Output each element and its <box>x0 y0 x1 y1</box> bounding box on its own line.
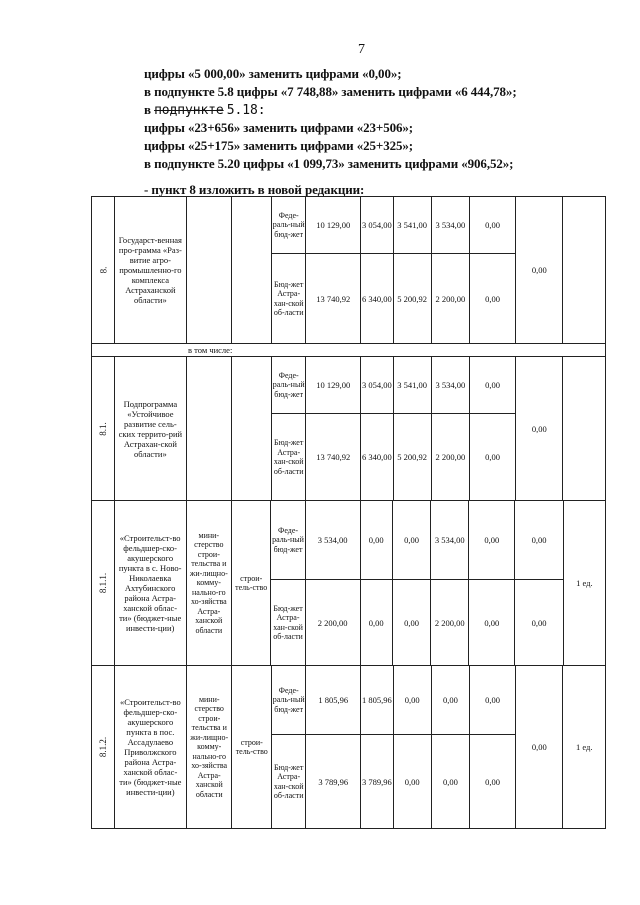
amendment-line-4: цифры «25+175» заменить цифрами «25+325»; <box>144 138 414 153</box>
value-y4: 0,00 <box>484 617 500 628</box>
row-type: строи-тель-ство <box>232 501 271 665</box>
row-executor <box>187 197 233 343</box>
amendment-line-3: цифры «23+656» заменить цифрами «23+506»; <box>144 120 414 135</box>
amendment-line-5: в подпункте 5.20 цифры «1 099,73» заменить цифрами «906,52»; <box>144 156 514 171</box>
funding-source: Бюд-жет Астра-хан-ской об-ласти <box>272 254 306 343</box>
funding-sources <box>272 357 516 500</box>
table-row <box>92 501 605 666</box>
funding-sources <box>271 501 515 665</box>
value-total: 10 129,00 <box>306 197 361 253</box>
value-y3: 0,00 <box>432 666 470 734</box>
value-y2: 0,00 <box>393 580 431 665</box>
value-y4: 0,00 <box>485 380 500 390</box>
handwritten-line <box>144 102 265 118</box>
program-table <box>91 196 606 829</box>
value-y1: 3 054,00 <box>361 197 393 253</box>
value-total: 10 129,00 <box>306 357 361 413</box>
row-code: 8.1.2. <box>92 666 115 828</box>
row-type <box>232 357 272 500</box>
row-unit: 1 ед. <box>575 742 593 752</box>
value-y4: 0,00 <box>485 452 500 462</box>
value-y1: 6 340,00 <box>361 414 393 500</box>
value-y3: 2 200,00 <box>432 414 470 500</box>
funding-source: Феде-раль-ный бюд-жет <box>272 197 306 253</box>
row-indicator: 0,00 <box>515 501 562 580</box>
row-indicator: 0,00 <box>531 617 547 628</box>
funding-sources <box>272 197 516 343</box>
row-unit <box>563 357 605 500</box>
value-y4: 0,00 <box>485 220 500 230</box>
table-row <box>92 357 605 501</box>
funding-sources <box>272 666 516 828</box>
value-y2: 5 200,92 <box>394 254 432 343</box>
row-indicator: 0,00 <box>516 357 563 500</box>
funding-source: Феде-раль-ный бюд-жет <box>271 501 305 579</box>
amendment-line-2: в подпункте 5.8 цифры «7 748,88» заменить цифрами «6 444,78»; <box>144 84 517 99</box>
row-name: Подпрограмма «Устойчивое развитие сель-ских террито-рий Астрахан-ской области» <box>115 357 187 500</box>
value-y3: 0,00 <box>432 735 470 828</box>
value-total: 3 534,00 <box>306 501 361 579</box>
value-y3: 2 200,00 <box>432 254 470 343</box>
handwritten-prefix: в <box>144 102 151 117</box>
row-name: «Строительст-во фельдшер-ско-акушерского пункта в с. Ново-Николаевка Ахтубинского района Астра-ханской облас-ти» (бюджет-ные инвести-ции) <box>115 501 187 665</box>
value-y1: 0,00 <box>361 580 393 665</box>
value-y1: 6 340,00 <box>361 254 393 343</box>
row-name: Государст-венная про-грамма «Раз-витие агро-промышленно-го комплекса Астраханской области» <box>115 197 187 343</box>
value-y1: 3 054,00 <box>361 357 393 413</box>
value-y2: 3 541,00 <box>394 357 432 413</box>
value-total: 1 805,96 <box>306 666 361 734</box>
funding-source: Бюд-жет Астра-хан-ской об-ласти <box>271 580 305 665</box>
row-name: «Строительст-во фельдшер-ско-акушерского пункта в пос. Ассадулаево Приволжского района Астра-ханской облас-ти» (бюджет-ные инвести-ции) <box>115 666 187 828</box>
value-y2: 0,00 <box>394 666 432 734</box>
in-total-label: в том числе: <box>92 344 605 357</box>
value-y4: 0,00 <box>485 776 500 787</box>
funding-source: Бюд-жет Астра-хан-ской об-ласти <box>272 735 306 828</box>
value-y2: 5 200,92 <box>394 414 432 500</box>
funding-source: Феде-раль-ный бюд-жет <box>272 666 306 734</box>
funding-source: Бюд-жет Астра-хан-ской об-ласти <box>272 414 306 500</box>
value-y3: 3 534,00 <box>432 197 470 253</box>
page-number: 7 <box>358 42 365 57</box>
funding-source: Феде-раль-ный бюд-жет <box>272 357 306 413</box>
value-total: 13 740,92 <box>306 254 361 343</box>
value-y2: 0,00 <box>393 501 431 579</box>
row-code: 8.1. <box>92 357 115 500</box>
value-y3: 2 200,00 <box>431 580 469 665</box>
row-indicator: 0,00 <box>516 197 563 343</box>
struck-word: подпункте <box>154 103 224 118</box>
table-row <box>92 666 605 828</box>
row-type <box>232 197 272 343</box>
row-executor: мини-стерство строи-тельства и жи-лищно-комму-нально-го хо-зяйства Астра-ханской области <box>187 666 233 828</box>
amendment-line-1: цифры «5 000,00» заменить цифрами «0,00»; <box>144 66 402 81</box>
value-total: 2 200,00 <box>306 580 361 665</box>
row-code: 8. <box>92 197 115 343</box>
amendment-line-6: - пункт 8 изложить в новой редакции: <box>144 182 365 197</box>
value-y4: 0,00 <box>484 535 500 545</box>
value-y2: 3 541,00 <box>394 197 432 253</box>
row-unit <box>563 197 605 343</box>
value-y1: 3 789,96 <box>361 735 393 828</box>
value-y4: 0,00 <box>485 293 500 304</box>
value-y1: 1 805,96 <box>361 666 393 734</box>
row-indicator: 0,00 <box>516 666 563 828</box>
value-y3: 3 534,00 <box>431 501 469 579</box>
row-unit: 1 ед. <box>576 578 593 588</box>
value-y2: 0,00 <box>394 735 432 828</box>
value-y3: 3 534,00 <box>432 357 470 413</box>
handwritten-insert: 5.18: <box>226 103 266 118</box>
table-row <box>92 197 605 344</box>
value-total: 13 740,92 <box>306 414 361 500</box>
row-executor: мини-стерство строи-тельства и жи-лищно-комму-нально-го хо-зяйства Астра-ханской области <box>187 501 232 665</box>
row-type: строи-тель-ство <box>232 666 272 828</box>
value-y4: 0,00 <box>485 695 500 705</box>
row-code: 8.1.1. <box>92 501 115 665</box>
row-executor <box>187 357 233 500</box>
value-total: 3 789,96 <box>306 735 361 828</box>
value-y1: 0,00 <box>361 501 393 579</box>
